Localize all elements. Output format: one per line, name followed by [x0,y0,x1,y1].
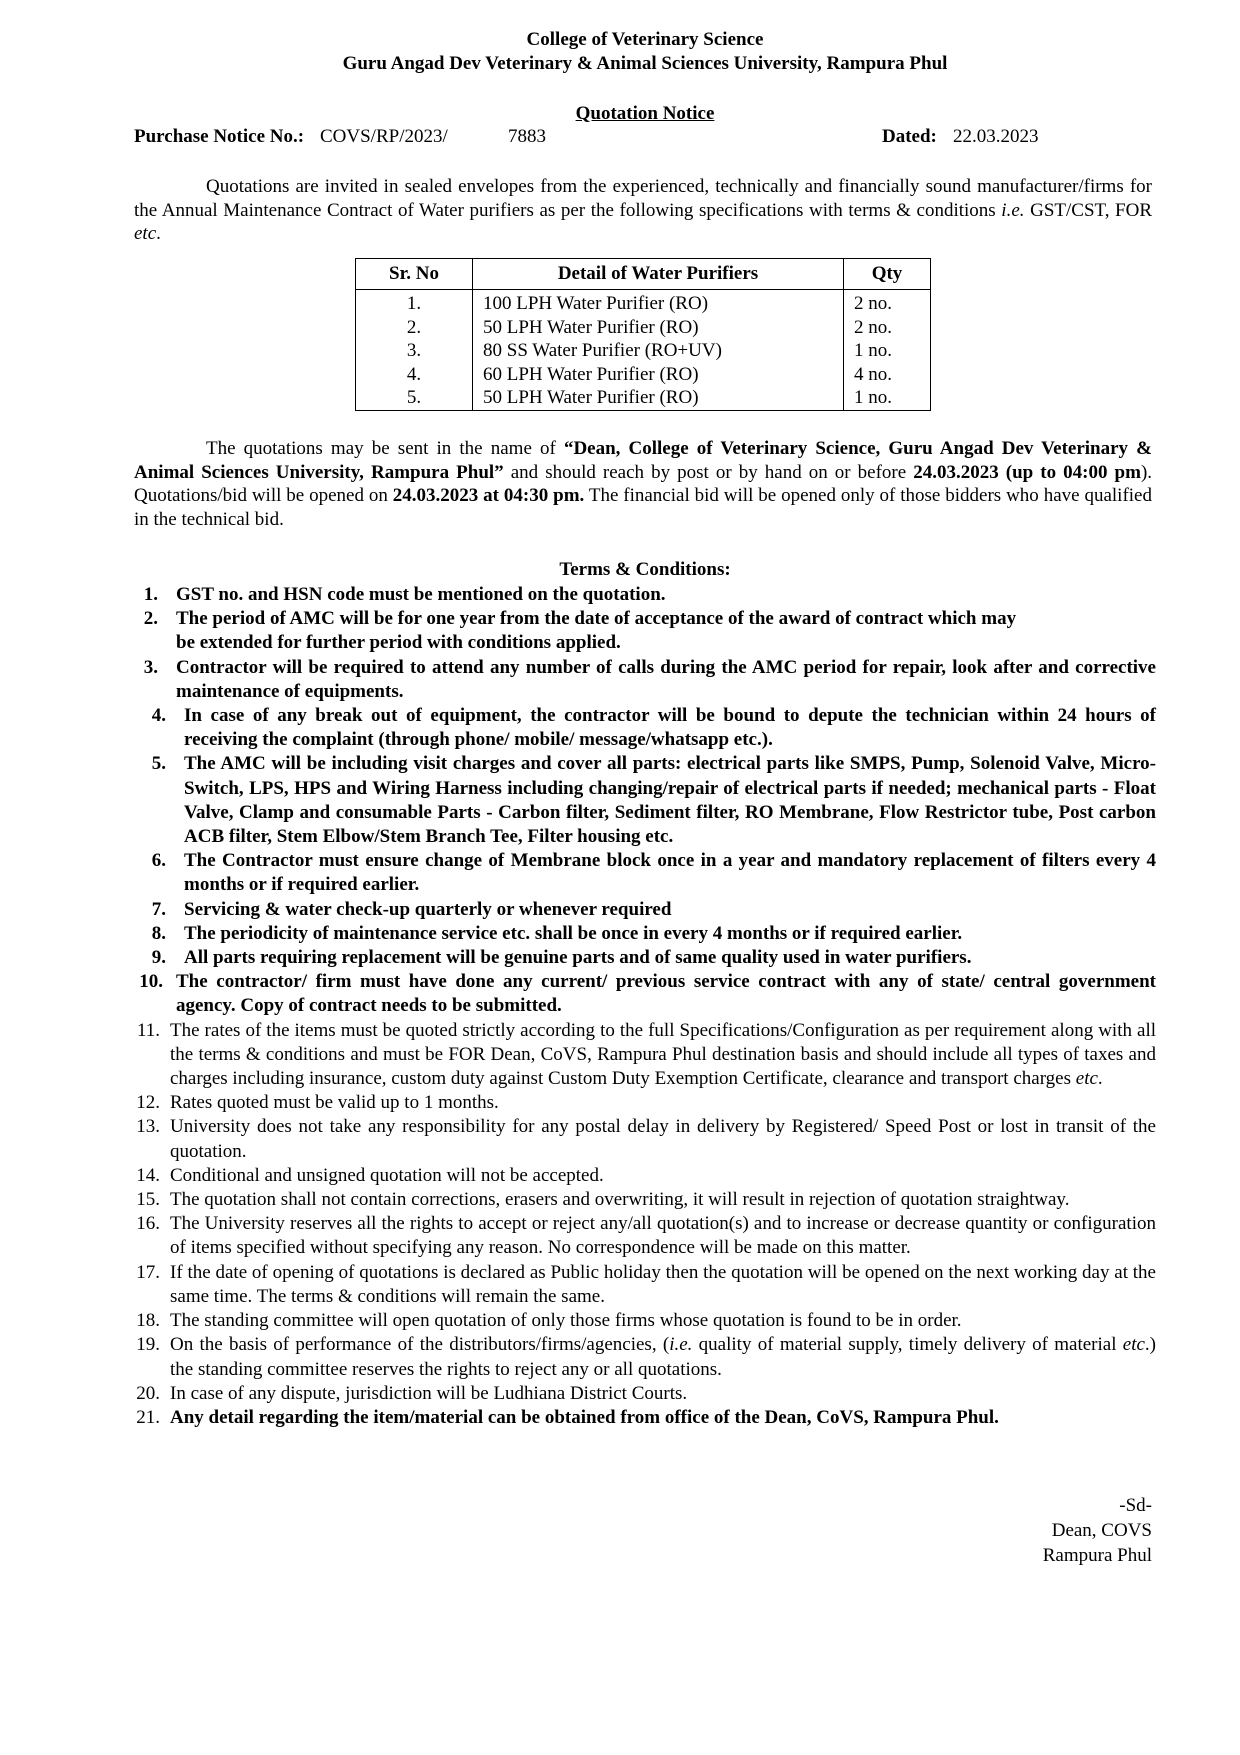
term-text: The quotation shall not contain corrections, erasers and overwriting, it will result in rejection of quotation straightway. [170,1189,1070,1211]
table-row [356,316,931,340]
term-number: 17. [136,1261,160,1283]
header-sr-no: Sr. No [356,259,473,290]
term-text-part: quality of material supply, timely delivery of material [692,1334,1123,1356]
date-label: Dated: [882,126,937,147]
signature-place: Rampura Phul [1042,1545,1152,1566]
term-text: The AMC will be including visit charges and cover all parts: electrical parts like SMPS, Pump, Solenoid Valve, Micro-Switch, LPS, HPS and Wiring Harness including changing/repair of electrical parts if needed; mechanical parts - Float Valve, Clamp and consumable Parts - Carbon filter, Sediment filter, RO Membrane, Flow Restrictor tube, Post carbon ACB filter, Stem Elbow/Stem Branch Tee, Filter housing etc. [184,753,1156,848]
signature-designation: Dean, COVS [1051,1520,1152,1541]
term-text-etc: etc [1122,1334,1145,1356]
purchase-notice-value: COVS/RP/2023/ [320,126,448,147]
list-item [130,1309,1156,1333]
intro-paragraph [134,175,1152,246]
table-row [356,290,931,316]
cell-qty: 1 no. [844,386,931,410]
term-text: The period of AMC will be for one year from the date of acceptance of the award of contract which may be extended for further period with conditions applied. [176,608,1017,654]
list-item [130,922,1156,946]
term-number: 10. [139,971,163,993]
header-detail: Detail of Water Purifiers [473,259,844,290]
term-number: 3. [143,656,158,678]
term-text: The University reserves all the rights to accept or reject any/all quotation(s) and to increase or decrease quantity or configuration of items specified without specifying any reason. No correspondence will be made on this matter. [170,1213,1156,1259]
cell-detail: 50 LPH Water Purifier (RO) [473,316,844,340]
university-name: Guru Angad Dev Veterinary & Animal Sciences University, Rampura Phul [342,53,948,74]
cell-qty: 4 no. [844,363,931,387]
list-item [130,752,1156,849]
term-text [170,1019,1156,1092]
term-text: The contractor/ firm must have done any current/ previous service contract with any of state/ central government agency. Copy of contract needs to be submitted. [176,971,1156,1017]
submission-text-1: The quotations may be sent in the name of [206,438,564,459]
term-text: Rates quoted must be valid up to 1 months. [170,1092,499,1114]
intro-text-end: . [156,223,161,245]
cell-detail: 100 LPH Water Purifier (RO) [473,290,844,316]
term-number: 18. [136,1310,160,1332]
cell-sr: 5. [356,386,473,410]
list-item [130,1212,1156,1260]
term-number: 13. [136,1116,160,1138]
list-item [130,1164,1156,1188]
header-qty: Qty [844,259,931,290]
term-text: In case of any break out of equipment, the contractor will be bound to depute the technician within 24 hours of receiving the complaint (through phone/ mobile/ message/whatsapp etc.). [184,705,1156,751]
term-text: Any detail regarding the item/material can be obtained from office of the Dean, CoVS, Rampura Phul. [170,1406,999,1428]
term-number: 5. [151,753,166,775]
cell-qty: 2 no. [844,316,931,340]
term-text-ie: i.e. [669,1334,693,1356]
cell-sr: 1. [356,290,473,316]
term-text: The standing committee will open quotation of only those firms whose quotation is found to be in order. [170,1310,962,1332]
submission-text-2: and should reach by post or by hand on or before [503,461,914,483]
term-text: Conditional and unsigned quotation will not be accepted. [170,1164,604,1186]
table-row [356,386,931,410]
term-number: 21. [136,1406,160,1428]
term-text-part: On the basis of performance of the distributors/firms/agencies, ( [170,1334,670,1356]
signature-sd: -Sd- [1119,1495,1152,1516]
term-number: 19. [136,1334,160,1356]
intro-etc: etc [134,223,157,245]
term-text: GST no. and HSN code must be mentioned on the quotation. [176,584,666,605]
list-item [130,1019,1156,1092]
list-item [130,656,1156,704]
college-name: College of Veterinary Science [526,29,764,50]
submission-text-3: ). Quotations/bid will be opened on [134,461,1153,507]
list-item [130,704,1156,752]
term-text: The Contractor must ensure change of Membrane block once in a year and mandatory replacement of filters every 4 months or if required earlier. [184,850,1156,896]
term-text: University does not take any responsibility for any postal delay in delivery by Registered/ Speed Post or lost in transit of the quotation. [170,1116,1156,1162]
list-item [130,1261,1156,1309]
purchase-notice-label: Purchase Notice No.: [134,126,305,147]
submission-text-4: The financial bid will be opened only of those bidders who have qualified in the technical bid. [134,485,1152,531]
term-number: 6. [151,850,166,872]
list-item [130,849,1156,897]
term-number: 11. [136,1019,160,1041]
list-item [130,898,1156,922]
term-number: 7. [151,898,166,920]
terms-heading: Terms & Conditions: [559,559,731,580]
opening-datetime: 24.03.2023 at 04:30 pm. [392,485,585,507]
terms-list [130,583,1156,1430]
table-row [356,363,931,387]
table-header-row [356,259,931,290]
term-number: 4. [151,705,166,727]
list-item [130,583,1156,607]
list-item [130,1091,1156,1115]
date-value: 22.03.2023 [953,126,1039,147]
term-text: The periodicity of maintenance service etc. shall be once in every 4 months or if required earlier. [184,922,963,944]
cell-sr: 2. [356,316,473,340]
submission-paragraph [134,437,1152,532]
term-text-etc: etc [1075,1068,1098,1090]
term-text [170,1333,1156,1381]
cell-detail: 60 LPH Water Purifier (RO) [473,363,844,387]
list-item [130,1382,1156,1406]
term-number: 14. [136,1164,160,1186]
list-item [130,946,1156,970]
list-item [130,970,1156,1018]
term-number: 2. [143,608,158,630]
list-item [130,1115,1156,1163]
term-text: Servicing & water check-up quarterly or whenever required [184,898,672,920]
intro-ie: i.e. [1001,199,1025,221]
list-item [130,1406,1156,1430]
list-item [130,1188,1156,1212]
term-text: Contractor will be required to attend any number of calls during the AMC period for repair, look after and corrective maintenance of equipments. [176,656,1156,702]
submission-deadline: 24.03.2023 (up to 04:00 pm [913,461,1141,483]
term-text-end: . [1097,1068,1103,1090]
intro-text-mid: GST/CST, FOR [1024,199,1153,221]
term-text-part: The rates of the items must be quoted strictly according to the full Specifications/Configuration as per requirement along with all the terms & conditions and must be FOR Dean, CoVS, Rampura Phul destination basis and should include all types of taxes and charges including insurance, custom duty against Custom Duty Exemption Certificate, clearance and transport charges [170,1019,1156,1090]
water-purifier-table [355,258,931,411]
term-text: All parts requiring replacement will be genuine parts and of same quality used in water purifiers. [184,947,972,969]
notice-title: Quotation Notice [575,103,715,124]
term-text-end: .) the standing committee reserves the rights to reject any or all quotations. [170,1334,1156,1380]
cell-sr: 4. [356,363,473,387]
term-number: 8. [151,922,166,944]
term-number: 1. [143,584,158,605]
table-row [356,339,931,363]
list-item [130,1333,1156,1381]
cell-qty: 1 no. [844,339,931,363]
term-text: If the date of opening of quotations is declared as Public holiday then the quotation will be opened on the next working day at the same time. The terms & conditions will remain the same. [170,1261,1156,1307]
cell-sr: 3. [356,339,473,363]
cell-qty: 2 no. [844,290,931,316]
term-number: 9. [151,947,166,969]
cell-detail: 80 SS Water Purifier (RO+UV) [473,339,844,363]
list-item [130,607,1156,655]
term-number: 12. [136,1092,160,1114]
purchase-notice-number: 7883 [508,126,546,147]
cell-detail: 50 LPH Water Purifier (RO) [473,386,844,410]
term-text: In case of any dispute, jurisdiction will be Ludhiana District Courts. [170,1382,688,1404]
addressee-name: “Dean, College of Veterinary Science, Guru Angad Dev Veterinary & Animal Sciences University, Rampura Phul” [134,438,1152,483]
intro-text: Quotations are invited in sealed envelopes from the experienced, technically and financially sound manufacturer/firms for the Annual Maintenance Contract of Water purifiers as per the following specifications with terms & conditions [134,176,1152,221]
term-number: 15. [136,1189,160,1211]
term-number: 20. [136,1382,160,1404]
term-number: 16. [136,1213,160,1235]
